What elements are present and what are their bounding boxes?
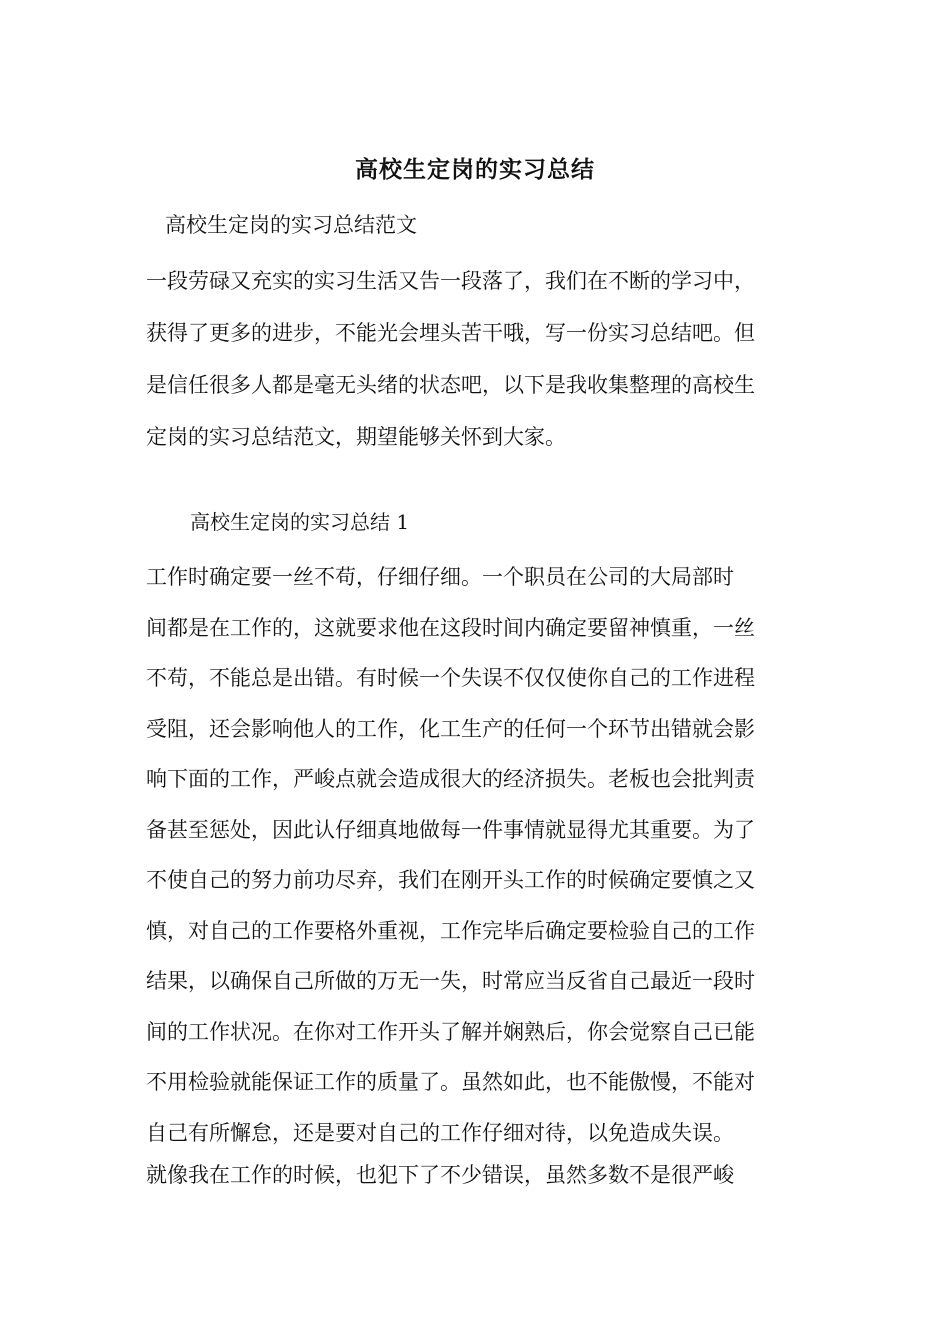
body-line: 不用检验就能保证工作的质量了。虽然如此，也不能傲慢，不能对 — [146, 1070, 755, 1094]
body-paragraph — [146, 552, 826, 1158]
body-line: 自己有所懈怠，还是要对自己的工作仔细对待，以免造成失误。 — [146, 1120, 734, 1145]
intro-line: 获得了更多的进步，不能光会埋头苦干哦，写一份实习总结吧。但 — [146, 321, 755, 345]
body-line: 备甚至惩处，因此认仔细真地做每一件事情就显得尤其重要。为了 — [146, 817, 755, 842]
intro-line: 定岗的实习总结范文，期望能够关怀到大家。 — [146, 425, 566, 449]
document-title: 高校生定岗的实习总结 — [355, 156, 595, 183]
body-line: 就像我在工作的时候，也犯下了不少错误，虽然多数不是很严峻 — [146, 1163, 734, 1187]
intro-line: 是信任很多人都是毫无头绪的状态吧，以下是我收集整理的高校生 — [146, 373, 755, 397]
document-subtitle: 高校生定岗的实习总结范文 — [165, 213, 417, 237]
intro-line: 一段劳碌又充实的实习生活又告一段落了，我们在不断的学习中， — [146, 269, 755, 293]
body-line: 不使自己的努力前功尽弃，我们在刚开头工作的时候确定要慎之又 — [146, 868, 755, 892]
body-line: 慎，对自己的工作要格外重视，工作完毕后确定要检验自己的工作 — [146, 918, 755, 943]
body-line: 间的工作状况。在你对工作开头了解并娴熟后，你会觉察自己已能 — [146, 1019, 755, 1044]
body-line: 结果，以确保自己所做的万无一失，时常应当反省自己最近一段时 — [146, 969, 755, 993]
body-line: 工作时确定要一丝不苟，仔细仔细。一个职员在公司的大局部时 — [146, 565, 734, 589]
body-paragraph-2 — [146, 1150, 826, 1200]
body-line: 响下面的工作，严峻点就会造成很大的经济损失。老板也会批判责 — [146, 767, 755, 791]
body-line: 间都是在工作的，这就要求他在这段时间内确定要留神慎重，一丝 — [146, 615, 755, 640]
section-heading: 高校生定岗的实习总结 1 — [190, 510, 410, 534]
intro-paragraph — [146, 255, 826, 463]
body-line: 受阻，还会影响他人的工作，化工生产的任何一个环节出错就会影 — [146, 716, 755, 741]
body-line: 不苟，不能总是出错。有时候一个失误不仅仅使你自己的工作进程 — [146, 666, 755, 690]
